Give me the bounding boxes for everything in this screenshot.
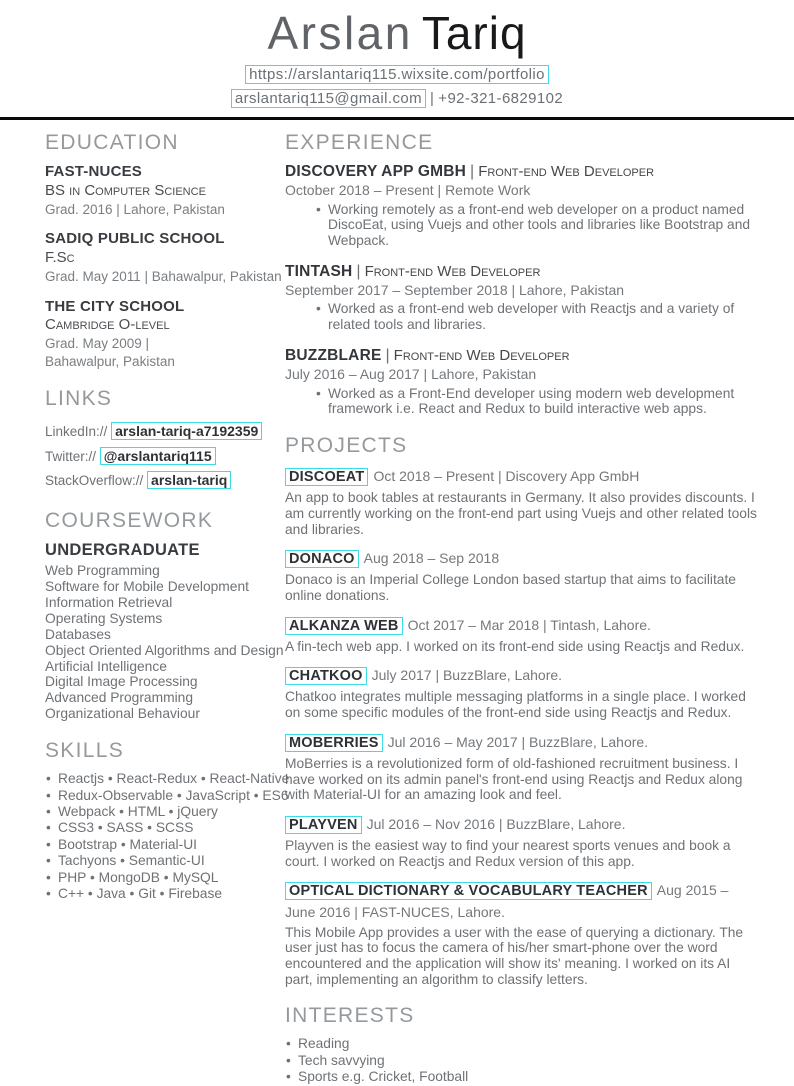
section-title-coursework: COURSEWORK [45,509,214,533]
course-item: Operating Systems [45,610,163,626]
project-date: Aug 2018 – Sep 2018 [363,550,500,567]
interests-section [285,1004,760,1085]
portfolio-link[interactable]: https://arslantariq115.wixsite.com/portfolio [245,65,549,84]
job-bullet: • Worked as a front-end web developer with Reactjs and a variety of related tools and libraries. [315,301,760,333]
course-item: Databases [45,626,111,642]
pipe-separator: | [385,347,390,364]
project-name-chip[interactable]: ALKANZA WEB [285,617,403,635]
skills-line: • PHP • MongoDB • MySQL [45,870,285,886]
linkedin-handle[interactable]: arslan-tariq-a7192359 [111,422,262,440]
job-company: BUZZBLARE [285,347,382,364]
skills-section [45,739,290,902]
email-phone-line [0,87,794,110]
right-column [285,122,760,1086]
left-column [45,122,290,902]
job-role: Front-end Web Developer [364,262,541,280]
project-entry [285,466,760,537]
project-entry [285,880,760,987]
project-name-chip[interactable]: PLAYVEN [285,816,362,834]
link-label: LinkedIn:// [45,424,108,440]
degree-name: Cambridge O-level [45,316,170,334]
job-meta: October 2018 – Present | Remote Work [285,182,531,199]
course-item: Advanced Programming [45,690,194,706]
project-entry [285,732,760,803]
project-name-chip[interactable]: CHATKOO [285,667,367,685]
contact-block [0,63,794,111]
interests-list [285,1036,760,1085]
education-details: Grad. May 2009 | Bahawalpur, Pakistan [45,336,175,369]
job-bullet-list [285,301,760,333]
stackoverflow-handle[interactable]: arslan-tariq [147,471,231,489]
education-details: Grad. May 2011 | Bahawalpur, Pakistan [45,269,282,285]
project-name-chip[interactable]: OPTICAL DICTIONARY & VOCABULARY TEACHER [285,882,652,900]
project-description: MoBerries is a revolutionized form of old-fashioned recruitment business. I have worked on its admin panel's front-end using Reactjs and Redux along with Material-UI for an amazing look and feel. [285,755,743,803]
school-name: SADIQ PUBLIC SCHOOL [45,230,225,248]
project-description: Donaco is an Imperial College London based startup that aims to facilitate online donations. [285,572,736,603]
skills-line: • Reactjs • React-Redux • React-Native [45,771,285,787]
pipe-separator: | [429,89,435,107]
project-date: Jul 2016 – Nov 2016 | BuzzBlare, Lahore. [366,815,626,832]
skills-list [45,771,290,902]
course-item: Object Oriented Algorithms and Design [45,642,284,658]
job-meta: July 2016 – Aug 2017 | Lahore, Pakistan [285,366,537,382]
skills-line: • C++ • Java • Git • Firebase [45,886,285,902]
portfolio-line [0,63,794,86]
job-title-line [285,163,760,181]
coursework-section [45,509,285,722]
section-title-projects: PROJECTS [285,434,408,458]
job-bullet: • Worked as a Front-End developer using modern web development framework i.e. React and Redux to build interactive web apps. [315,386,760,418]
project-date: Aug 2015 – June 2016 | FAST-NUCES, Lahore. [285,882,729,921]
link-label: StackOverflow:// [45,472,144,488]
job-entry [285,163,760,249]
course-item: Organizational Behaviour [45,706,200,722]
job-role: Front-end Web Developer [478,163,655,181]
project-description: This Mobile App provides a user with the ease of querying a dictionary. The user just has to focus the camera of his/her smart-phone over the word encountered and the application will show its' meaning. I worked on its AI part, implementing an algorithm to classify letters. [285,924,744,987]
link-row-twitter [45,444,285,468]
job-role: Front-end Web Developer [393,347,570,364]
skills-line: • Tachyons • Semantic-UI [45,853,285,869]
project-head [285,732,760,754]
resume-body [0,120,794,1086]
experience-section [285,131,760,417]
job-bullet: • Working remotely as a front-end web developer on a product named DiscoEat, using Vuejs and other tools and libraries like Bootstrap and Webpack. [315,202,760,249]
pipe-separator: | [356,262,361,280]
project-entry [285,665,760,720]
project-entry [285,548,760,603]
project-entry [285,615,760,655]
skills-line: • Webpack • HTML • jQuery [45,804,285,820]
project-name-chip[interactable]: MOBERRIES [285,734,383,752]
job-title-line [285,347,760,365]
last-name: Tariq [421,7,527,59]
education-entry [45,163,285,218]
full-name [0,8,794,60]
school-name: FAST-NUCES [45,163,143,181]
project-entry [285,814,760,869]
project-description: Chatkoo integrates multiple messaging platforms in a single place. I worked on some specific modules of the front-end side using Reactjs and Redux. [285,689,746,721]
project-description: Playven is the easiest way to find your nearest sports venues and book a court. I worked on Reactjs and Redux version of this app. [285,837,731,869]
school-name: THE CITY SCHOOL [45,297,185,315]
phone-number: +92-321-6829102 [438,89,564,107]
email-link[interactable]: arslantariq115@gmail.com [231,89,426,108]
course-item: Web Programming [45,563,160,579]
job-meta: September 2017 – September 2018 | Lahore, Pakistan [285,281,625,298]
project-date: Jul 2016 – May 2017 | BuzzBlare, Lahore. [387,733,649,750]
link-label: Twitter:// [45,448,97,464]
link-row-linkedin [45,419,285,443]
interest-item: • Tech savvying [285,1053,760,1069]
project-date: Oct 2018 – Present | Discovery App GmbH [373,468,640,485]
degree-name: BS in Computer Science [45,181,206,199]
project-date: Oct 2017 – Mar 2018 | Tintash, Lahore. [407,616,651,633]
links-section [45,387,285,492]
section-title-experience: EXPERIENCE [285,131,434,155]
education-section [45,131,285,370]
skills-line: • Bootstrap • Material-UI [45,837,285,853]
interest-item: • Sports e.g. Cricket, Football [285,1069,760,1085]
twitter-handle[interactable]: @arslantariq115 [100,447,216,465]
coursework-subtitle: UNDERGRADUATE [45,541,200,560]
project-description: A fin-tech web app. I worked on its front-end side using Reactjs and Redux. [285,638,745,654]
project-name-chip[interactable]: DONACO [285,550,359,568]
education-entry [45,230,285,285]
section-title-links: LINKS [45,387,113,411]
job-company: DISCOVERY APP GMBH [285,163,467,181]
job-entry [285,347,760,417]
job-entry [285,263,760,333]
job-company: TINTASH [285,262,353,280]
project-description: An app to book tables at restaurants in Germany. It also provides discounts. I am currently working on the front-end part using Vuejs and other related tools and libraries. [285,490,757,537]
project-head [285,615,760,637]
section-title-skills: SKILLS [45,739,125,763]
projects-section [285,434,760,987]
course-item: Digital Image Processing [45,674,198,690]
project-head [285,548,760,570]
education-details: Grad. 2016 | Lahore, Pakistan [45,201,225,217]
job-bullet-list [285,202,760,249]
link-row-stackoverflow [45,468,285,492]
project-name-chip[interactable]: DISCOEAT [285,468,368,486]
course-item: Information Retrieval [45,594,173,610]
project-head [285,880,760,922]
resume-header [0,0,794,110]
first-name: Arslan [267,7,413,59]
job-title-line [285,263,760,281]
section-title-interests: INTERESTS [285,1004,415,1028]
education-entry [45,298,285,371]
skills-line: • Redux-Observable • JavaScript • ES6 [45,788,285,804]
pipe-separator: | [470,163,475,181]
skills-line: • CSS3 • SASS • SCSS [45,820,285,836]
job-bullet-list [285,386,760,418]
interest-item: • Reading [285,1036,760,1052]
project-head [285,814,760,836]
section-title-education: EDUCATION [45,131,179,155]
degree-name: F.Sc [45,249,75,267]
course-item: Artificial Intelligence [45,658,167,674]
project-date: July 2017 | BuzzBlare, Lahore. [371,667,563,684]
course-item: Software for Mobile Development [45,579,249,595]
project-head [285,466,760,488]
project-head [285,665,760,687]
